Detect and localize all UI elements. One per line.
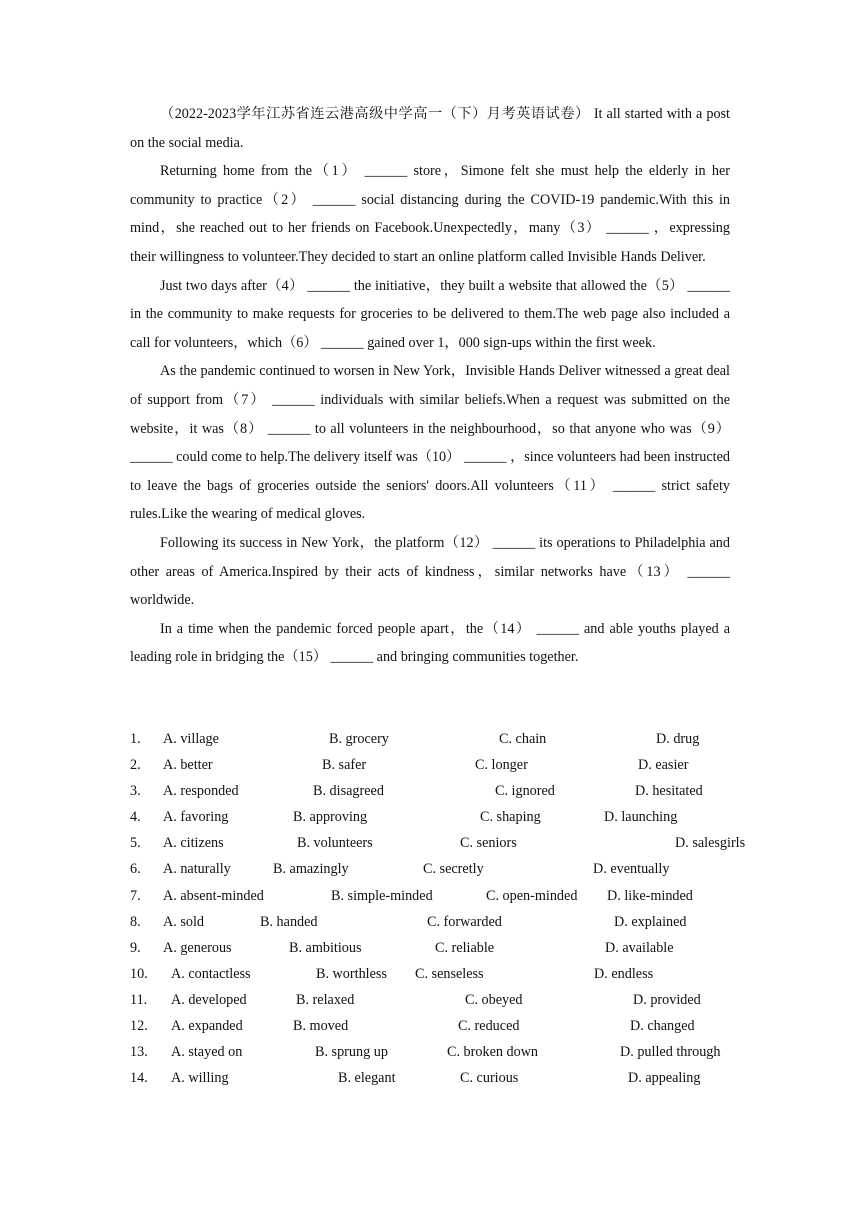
option-d: D. drug	[656, 731, 700, 747]
question-number: 5.	[130, 835, 141, 852]
option-b: B. relaxed	[296, 991, 355, 1008]
question-row	[130, 909, 750, 935]
option-c: C. seniors	[460, 835, 517, 852]
option-d: D. easier	[638, 757, 689, 774]
question-row	[130, 856, 750, 882]
option-b: B. approving	[293, 809, 368, 826]
question-row	[130, 1039, 750, 1065]
question-number: 3.	[130, 783, 141, 800]
option-b: B. ambitious	[289, 939, 362, 956]
option-b: B. sprung up	[315, 1044, 388, 1061]
option-c: C. senseless	[415, 965, 484, 982]
option-b: B. safer	[322, 757, 367, 774]
option-b: B. grocery	[329, 731, 389, 747]
option-a: A. village	[163, 731, 219, 747]
option-c: C. shaping	[480, 809, 541, 826]
question-row	[130, 987, 750, 1013]
question-number: 14.	[130, 1070, 148, 1087]
option-d: D. pulled through	[620, 1044, 721, 1061]
option-d: D. launching	[604, 809, 678, 826]
option-d: D. hesitated	[635, 783, 703, 800]
question-number: 12.	[130, 1018, 148, 1035]
question-row	[130, 883, 750, 909]
option-a: A. willing	[171, 1070, 229, 1087]
question-row	[130, 961, 750, 987]
question-row	[130, 778, 750, 804]
question-number: 8.	[130, 913, 141, 930]
question-number: 1.	[130, 731, 141, 747]
question-number: 4.	[130, 809, 141, 826]
question-number: 13.	[130, 1044, 148, 1061]
question-number: 7.	[130, 887, 141, 904]
option-d: D. like-minded	[607, 887, 693, 904]
option-b: B. volunteers	[297, 835, 373, 852]
option-d: D. salesgirls	[675, 835, 746, 852]
passage-paragraph-6: In a time when the pandemic forced people apart，the（14） ______ and able youths played a leading role in bridging the（15） ______ and bringing communities together.	[130, 620, 730, 666]
option-a: A. contactless	[171, 965, 251, 982]
option-d: D. available	[605, 939, 674, 956]
option-b: B. handed	[260, 913, 318, 930]
option-c: C. forwarded	[427, 913, 502, 930]
option-a: A. sold	[163, 913, 204, 930]
option-a: A. expanded	[171, 1018, 243, 1035]
option-d: D. explained	[614, 913, 687, 930]
question-number: 9.	[130, 939, 141, 956]
option-c: C. obeyed	[465, 991, 523, 1008]
passage-paragraph-5: Following its success in New York，the platform（12） ______ its operations to Philadelphia and other areas of America.Inspired by their acts of kindness，similar networks have（13） ______ worldwide.	[130, 534, 730, 609]
option-c: C. reduced	[458, 1018, 520, 1035]
question-row	[130, 935, 750, 961]
question-row	[130, 752, 750, 778]
option-a: A. favoring	[163, 809, 229, 826]
option-d: D. provided	[633, 991, 701, 1008]
option-d: D. changed	[630, 1018, 695, 1035]
option-a: A. absent-minded	[163, 887, 264, 904]
option-c: C. curious	[460, 1070, 519, 1087]
option-c: C. chain	[499, 731, 547, 747]
option-c: C. ignored	[495, 783, 555, 800]
question-row	[130, 1065, 750, 1091]
option-a: A. responded	[163, 783, 239, 800]
answer-options-list	[130, 726, 750, 1091]
option-a: A. developed	[171, 991, 247, 1008]
passage-paragraph-1: （2022-2023学年江苏省连云港高级中学高一（下）月考英语试卷） It all started with a post on the social media.	[130, 106, 730, 151]
option-c: C. longer	[475, 757, 528, 774]
option-a: A. naturally	[163, 861, 231, 878]
option-c: C. secretly	[423, 861, 484, 878]
option-b: B. elegant	[338, 1070, 396, 1087]
question-number: 11.	[130, 991, 148, 1008]
passage-paragraph-4: As the pandemic continued to worsen in New York，Invisible Hands Deliver witnessed a great deal of support from（7） ______ individuals with similar beliefs.When a request was submitted on the website，it was（8） ______ to all volunteers in the neighbourhood，so that anyone who was（9） ______ could come to help.The delivery itself was（10） ______ ，since volunteers had been instructed to leave the bags of groceries outside the seniors' doors.All volunteers（11） ______ strict safety rules.Like the wearing of medical gloves.	[130, 363, 730, 523]
option-d: D. appealing	[628, 1070, 701, 1087]
question-number: 10.	[130, 965, 148, 982]
question-row	[130, 726, 750, 752]
option-c: C. broken down	[447, 1044, 539, 1061]
option-a: A. better	[163, 757, 213, 774]
option-b: B. amazingly	[273, 861, 349, 878]
option-a: A. generous	[163, 939, 232, 956]
option-d: D. endless	[594, 965, 654, 982]
question-number: 2.	[130, 757, 141, 774]
question-row	[130, 804, 750, 830]
option-b: B. disagreed	[313, 783, 384, 800]
option-c: C. open-minded	[486, 887, 578, 904]
passage-paragraph-3: Just two days after（4） ______ the initiative，they built a website that allowed the（5） ______ in the community to make requests for groceries to be delivered to them.The web page also included a call for volunteers，which（6） ______ gained over 1，000 sign-ups within the first week.	[130, 277, 730, 351]
option-b: B. simple-minded	[331, 887, 433, 904]
option-b: B. moved	[293, 1018, 349, 1035]
cloze-passage	[130, 100, 730, 672]
question-row	[130, 830, 750, 856]
option-c: C. reliable	[435, 939, 495, 956]
passage-paragraph-2: Returning home from the（1） ______ store，Simone felt she must help the elderly in her community to practice（2） ______ social distancing during the COVID-19 pandemic.With this in mind，she reached out to her friends on Facebook.Unexpectedly，many（3） ______ ，expressing their willingness to volunteer.They decided to start an online platform called Invisible Hands Deliver.	[130, 163, 730, 265]
question-number: 6.	[130, 861, 141, 878]
option-a: A. citizens	[163, 835, 224, 852]
option-a: A. stayed on	[171, 1044, 243, 1061]
option-d: D. eventually	[593, 861, 670, 878]
question-row	[130, 1013, 750, 1039]
option-b: B. worthless	[316, 965, 387, 982]
